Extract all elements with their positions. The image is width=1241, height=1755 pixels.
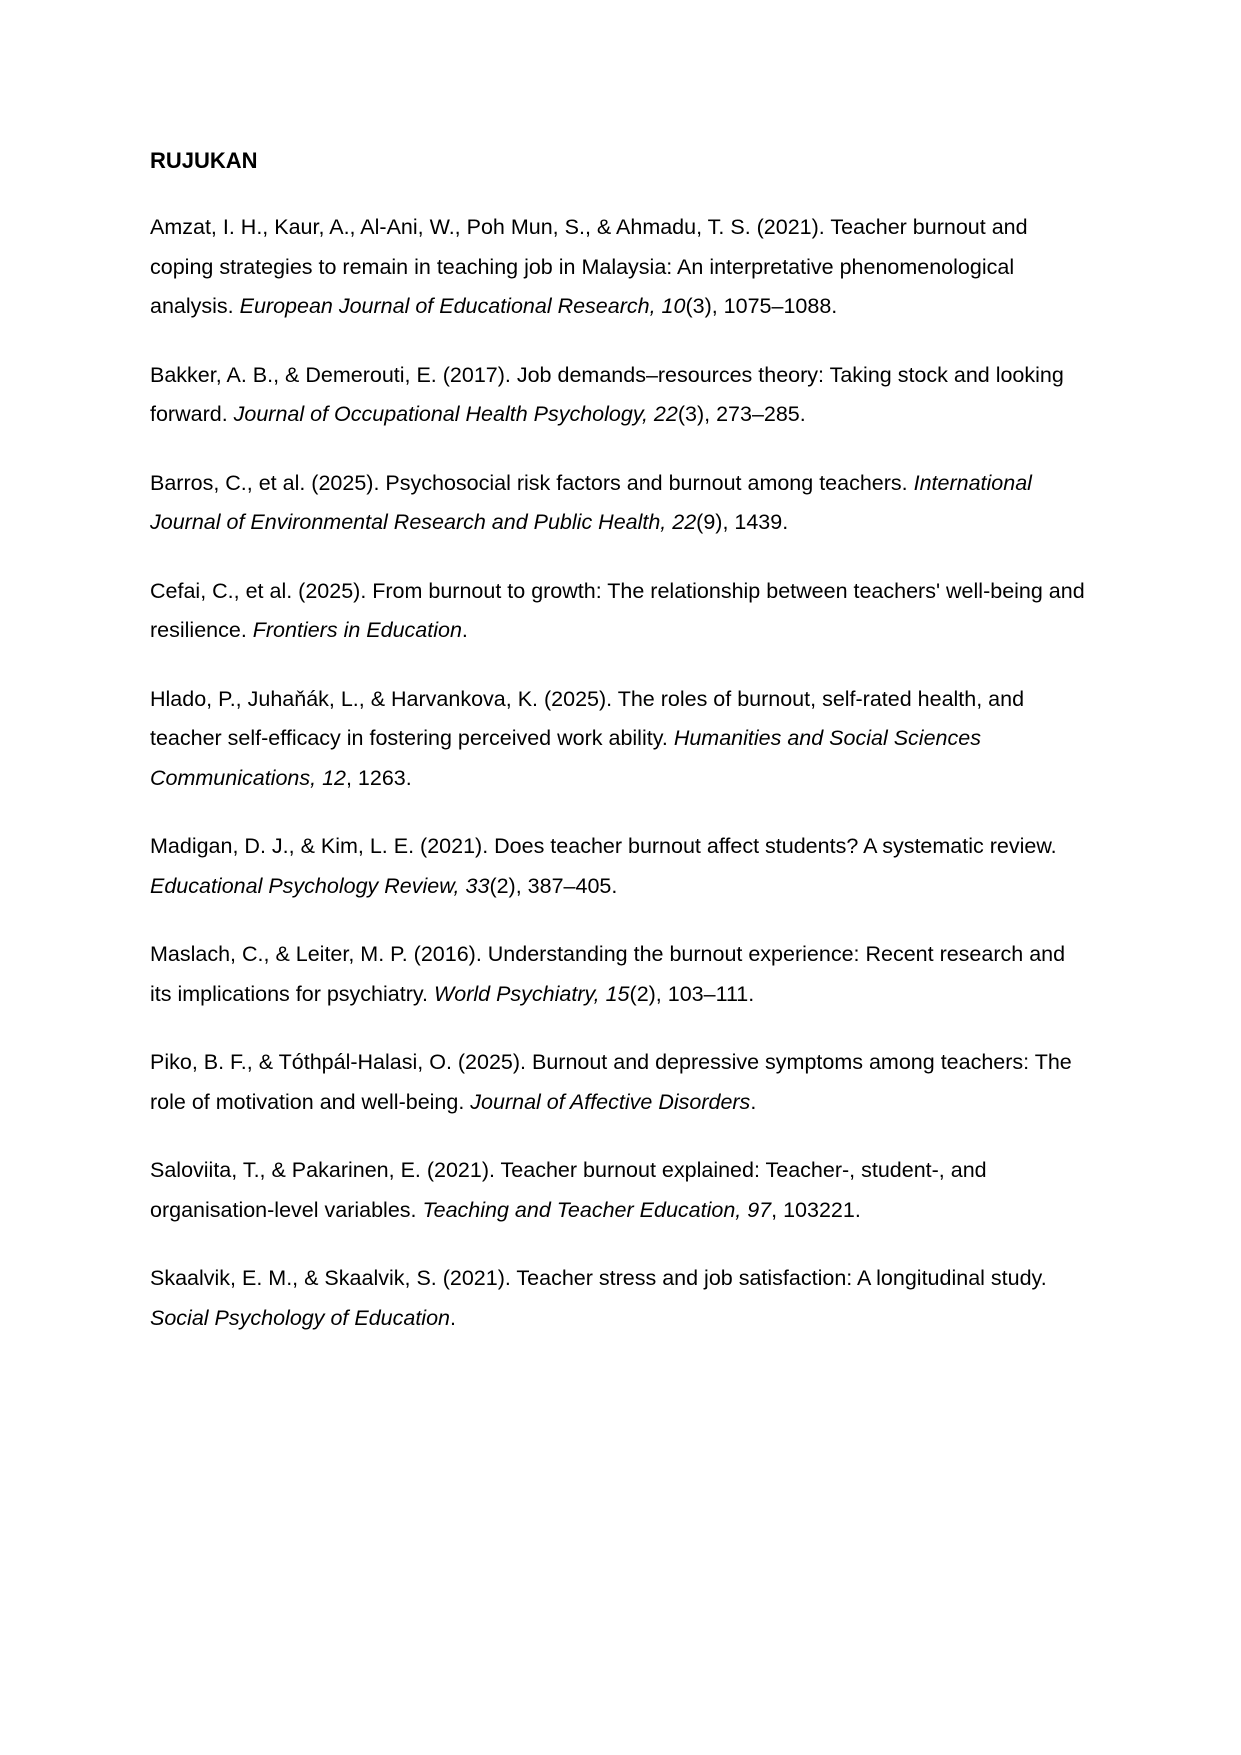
reference-item — [150, 208, 1091, 327]
reference-details: . — [449, 1305, 456, 1330]
reference-text: Madigan, D. J., & Kim, L. E. (2021). Does teacher burnout affect students? A systematic review. — [150, 834, 1057, 858]
reference-text: Piko, B. F., & Tóthpál-Halasi, O. (2025). Burnout and depressive symptoms among teachers: The role of motivation and well-being. — [150, 1050, 1072, 1114]
reference-item — [150, 935, 1091, 1014]
reference-details: (3), 1075–1088. — [685, 294, 838, 318]
reference-source: Teaching and Teacher Education, 97 — [422, 1197, 772, 1222]
reference-source: Journal of Occupational Health Psychology, 22 — [233, 402, 678, 426]
reference-item — [150, 680, 1091, 799]
reference-details: (2), 103–111. — [629, 981, 755, 1006]
reference-text: Bakker, A. B., & Demerouti, E. (2017). Job demands–resources theory: Taking stock and looking forward. — [150, 362, 1064, 426]
reference-text: Skaalvik, E. M., & Skaalvik, S. (2021). Teacher stress and job satisfaction: A longitudinal study. — [150, 1266, 1047, 1290]
reference-details: , 103221. — [771, 1197, 861, 1222]
reference-source: World Psychiatry, 15 — [433, 981, 630, 1006]
reference-item — [150, 1259, 1091, 1338]
reference-details: , 1263. — [345, 765, 412, 790]
reference-list — [150, 208, 1091, 1338]
reference-item — [150, 356, 1091, 435]
reference-item — [150, 572, 1091, 651]
reference-text: Hlado, P., Juhaňák, L., & Harvankova, K. (2025). The roles of burnout, self-rated health, and teacher self-efficacy in fostering perceived work ability. — [150, 686, 1025, 750]
reference-source: International Journal of Environmental Research and Public Health, 22 — [150, 470, 1032, 534]
section-heading: RUJUKAN — [150, 148, 258, 173]
reference-source: Frontiers in Education — [252, 618, 462, 642]
reference-text: Saloviita, T., & Pakarinen, E. (2021). Teacher burnout explained: Teacher-, student-, and organisation-level variables. — [150, 1158, 987, 1222]
reference-source: Educational Psychology Review, 33 — [150, 873, 490, 898]
reference-source: European Journal of Educational Research, 10 — [239, 294, 686, 318]
reference-details: (2), 387–405. — [489, 873, 618, 898]
reference-source: Journal of Affective Disorders — [470, 1089, 751, 1114]
reference-details: . — [750, 1089, 757, 1114]
reference-details: . — [461, 618, 468, 642]
reference-item — [150, 827, 1091, 906]
reference-details: (3), 273–285. — [677, 402, 806, 426]
reference-item — [150, 464, 1091, 543]
reference-item — [150, 1151, 1091, 1230]
reference-source: Humanities and Social Sciences Communications, 12 — [150, 726, 981, 790]
reference-text: Maslach, C., & Leiter, M. P. (2016). Understanding the burnout experience: Recent research and its implications for psychiatry. — [150, 942, 1066, 1006]
reference-text: Cefai, C., et al. (2025). From burnout to growth: The relationship between teachers' well-being and resilience. — [150, 578, 1085, 642]
reference-text: Barros, C., et al. (2025). Psychosocial risk factors and burnout among teachers. — [150, 470, 914, 495]
reference-item — [150, 1043, 1091, 1122]
reference-text: Amzat, I. H., Kaur, A., Al-Ani, W., Poh Mun, S., & Ahmadu, T. S. (2021). Teacher burnout and coping strategies to remain in teaching job in Malaysia: An interpretative phenomenological analysis. — [150, 215, 1028, 318]
reference-details: (9), 1439. — [696, 510, 789, 534]
reference-source: Social Psychology of Education — [150, 1305, 450, 1330]
